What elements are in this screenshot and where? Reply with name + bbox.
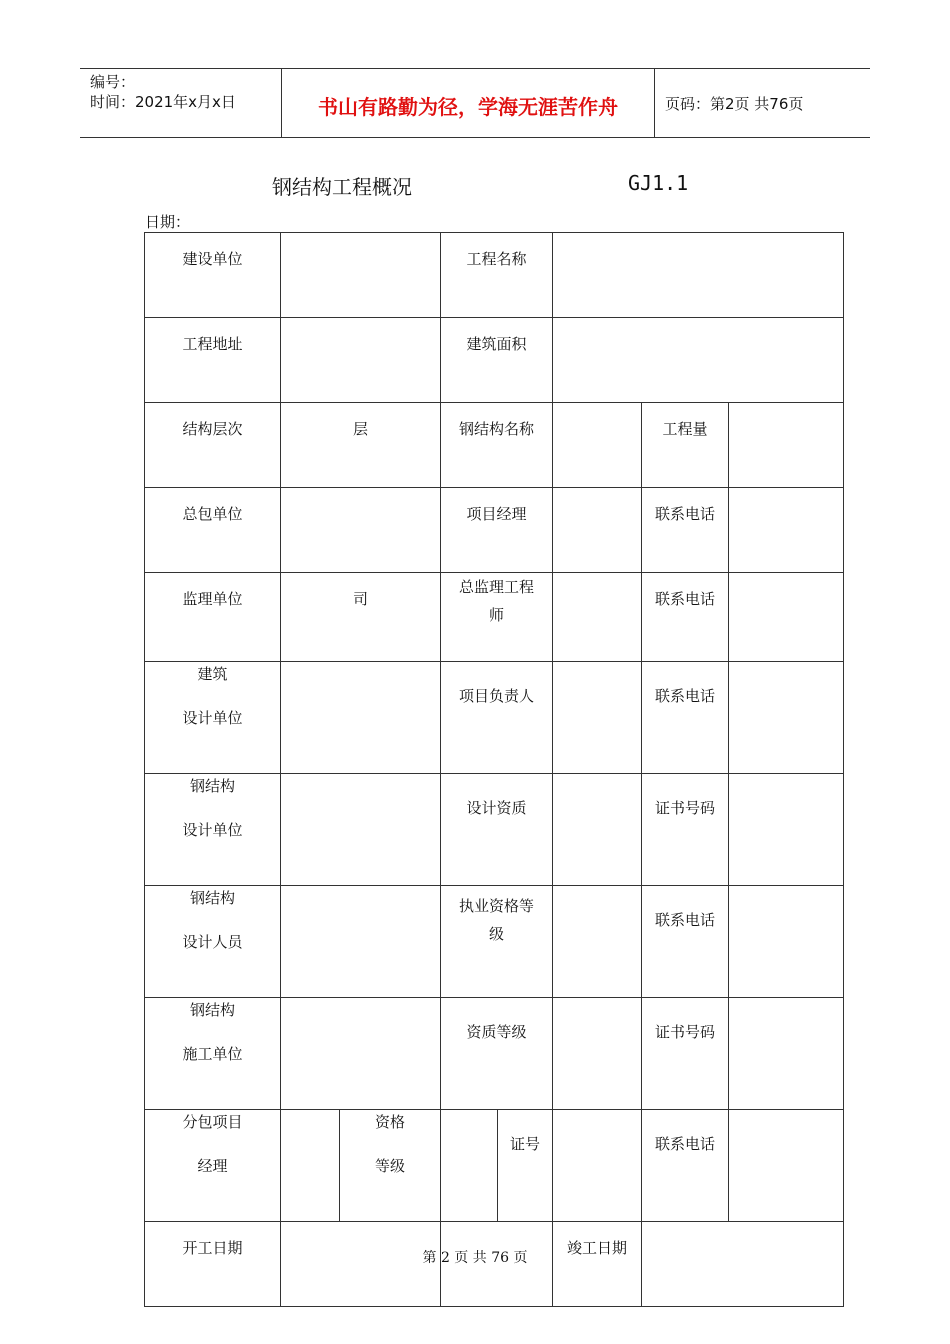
field-quantity[interactable] — [729, 403, 844, 488]
field-steel-designer[interactable] — [281, 886, 441, 998]
field-project-name[interactable] — [553, 233, 844, 318]
field-contact-phone[interactable] — [729, 488, 844, 573]
header-page-cell — [655, 69, 870, 137]
field-project-address[interactable] — [281, 318, 441, 403]
label-qualification-grade: 资质等级 — [441, 998, 553, 1110]
label-steel-design-unit: 钢结构 设计单位 — [145, 774, 281, 886]
project-overview-form — [144, 232, 844, 1307]
field-steel-construction-unit[interactable] — [281, 998, 441, 1110]
form-row — [145, 318, 844, 403]
field-contact-phone[interactable] — [729, 1110, 844, 1222]
label-certificate-no: 证书号码 — [642, 774, 729, 886]
label-general-contractor: 总包单位 — [145, 488, 281, 573]
motto-text: 书山有路勤为径，学海无涯苦作舟 — [318, 95, 618, 119]
header-motto-cell — [282, 69, 655, 137]
label-architectural-design-unit: 建筑 设计单位 — [145, 662, 281, 774]
label-contact-phone: 联系电话 — [642, 662, 729, 774]
label-steel-structure-name: 钢结构名称 — [441, 403, 553, 488]
field-certificate-no[interactable] — [729, 998, 844, 1110]
page-header — [80, 68, 870, 138]
field-contact-phone[interactable] — [729, 573, 844, 662]
field-steel-design-unit[interactable] — [281, 774, 441, 886]
form-row — [145, 403, 844, 488]
serial-label: 编号： — [90, 73, 136, 91]
label-contact-phone: 联系电话 — [642, 1110, 729, 1222]
document-code: GJ1.1 — [628, 171, 689, 195]
label-steel-designer: 钢结构 设计人员 — [145, 886, 281, 998]
document-title: 钢结构工程概况 — [272, 175, 412, 199]
field-qualification-grade[interactable] — [553, 998, 642, 1110]
field-qualification[interactable] — [441, 1110, 498, 1222]
field-steel-structure-name[interactable] — [553, 403, 642, 488]
label-quantity: 工程量 — [642, 403, 729, 488]
header-meta-cell — [80, 69, 282, 137]
label-certificate: 证号 — [498, 1110, 553, 1222]
form-row — [145, 886, 844, 998]
time-label: 时间：2021年x月x日 — [90, 93, 236, 111]
label-contact-phone: 联系电话 — [642, 488, 729, 573]
form-row — [145, 488, 844, 573]
form-row — [145, 774, 844, 886]
field-building-area[interactable] — [553, 318, 844, 403]
page-footer: 第 2 页 共 76 页 — [422, 1250, 528, 1266]
label-project-address: 工程地址 — [145, 318, 281, 403]
page-info: 页码：第2页 共76页 — [665, 95, 804, 113]
field-practice-qualification[interactable] — [553, 886, 642, 998]
label-design-qualification: 设计资质 — [441, 774, 553, 886]
label-start-date: 开工日期 — [145, 1222, 281, 1307]
field-supervision-unit[interactable]: 司 — [281, 573, 441, 662]
field-general-contractor[interactable] — [281, 488, 441, 573]
field-architectural-design-unit[interactable] — [281, 662, 441, 774]
label-steel-construction-unit: 钢结构 施工单位 — [145, 998, 281, 1110]
field-contact-phone[interactable] — [729, 662, 844, 774]
label-contact-phone: 联系电话 — [642, 886, 729, 998]
label-project-manager: 项目经理 — [441, 488, 553, 573]
label-practice-qualification: 执业资格等 级 — [441, 886, 553, 998]
form-row — [145, 662, 844, 774]
form-row — [145, 233, 844, 318]
label-project-name: 工程名称 — [441, 233, 553, 318]
label-project-leader: 项目负责人 — [441, 662, 553, 774]
label-chief-supervisor: 总监理工程 师 — [441, 573, 553, 662]
label-qualification: 资格 等级 — [340, 1110, 441, 1222]
label-completion-date: 竣工日期 — [553, 1222, 642, 1307]
field-design-qualification[interactable] — [553, 774, 642, 886]
form-row — [145, 573, 844, 662]
label-subcontract-pm: 分包项目 经理 — [145, 1110, 281, 1222]
field-certificate-no[interactable] — [729, 774, 844, 886]
label-contact-phone: 联系电话 — [642, 573, 729, 662]
field-contact-phone[interactable] — [729, 886, 844, 998]
form-row — [145, 998, 844, 1110]
field-construction-unit[interactable] — [281, 233, 441, 318]
label-construction-unit: 建设单位 — [145, 233, 281, 318]
label-certificate-no: 证书号码 — [642, 998, 729, 1110]
field-chief-supervisor[interactable] — [553, 573, 642, 662]
label-structure-levels: 结构层次 — [145, 403, 281, 488]
field-certificate[interactable] — [553, 1110, 642, 1222]
field-project-manager[interactable] — [553, 488, 642, 573]
form-row — [145, 1110, 844, 1222]
date-label: 日期： — [145, 213, 191, 231]
label-building-area: 建筑面积 — [441, 318, 553, 403]
field-structure-levels[interactable]: 层 — [281, 403, 441, 488]
field-subcontract-pm[interactable] — [281, 1110, 340, 1222]
field-project-leader[interactable] — [553, 662, 642, 774]
label-supervision-unit: 监理单位 — [145, 573, 281, 662]
